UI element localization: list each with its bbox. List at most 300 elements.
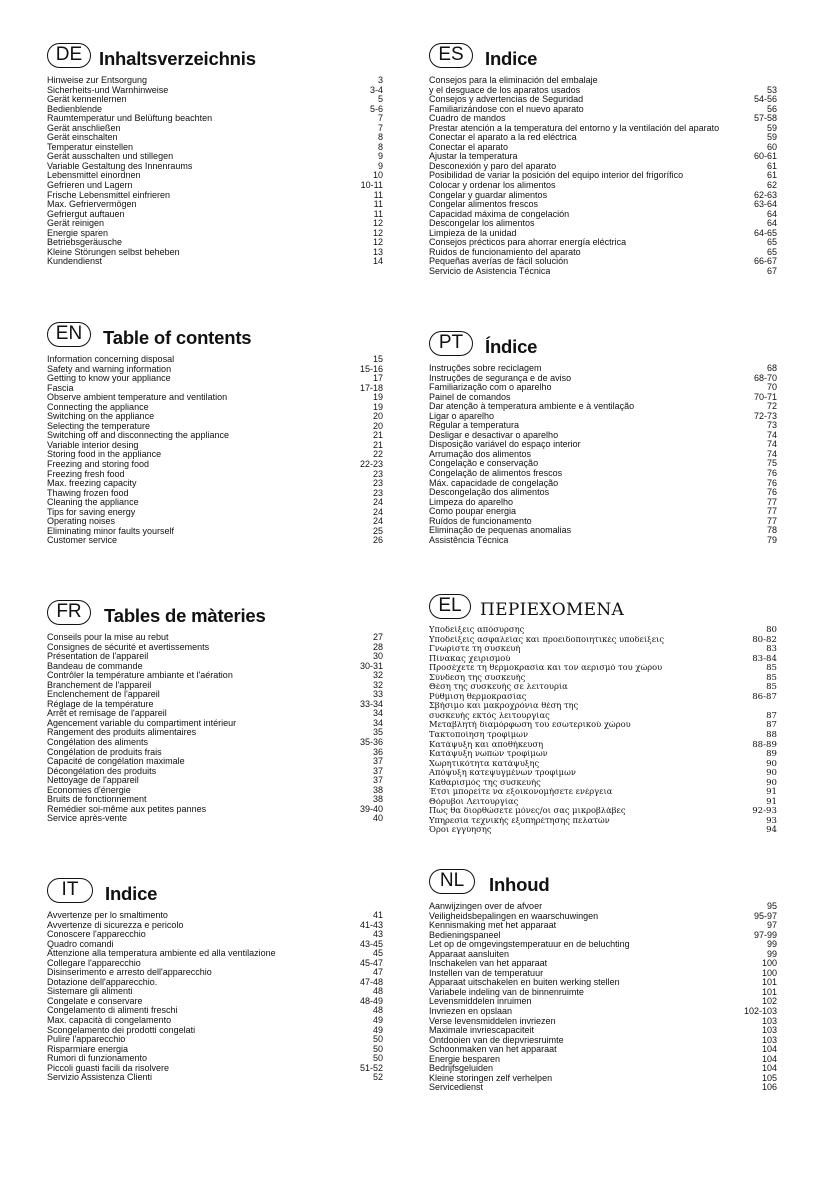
toc-entry-page: 33 xyxy=(372,689,383,700)
toc-entry-page: 101 xyxy=(761,977,777,988)
toc-entry-page: 61 xyxy=(766,170,777,181)
toc-entry-page: 32 xyxy=(372,670,383,681)
toc-entry-title: Enclenchement de l'appareil xyxy=(47,690,160,700)
toc-entry xyxy=(429,1017,777,1027)
toc-entry-page: 74 xyxy=(766,439,777,450)
toc-entry-title: Inschakelen van het apparaat xyxy=(429,959,548,969)
toc-entry-title: Safety and warning information xyxy=(47,364,172,374)
toc-entry xyxy=(429,238,777,248)
toc-entry-page: 13 xyxy=(372,246,383,257)
toc-entry-title: Consejos précticos para ahorrar energía eléctrica xyxy=(429,238,627,248)
section-title: Indice xyxy=(485,48,538,69)
toc-entry xyxy=(47,374,383,384)
toc-entry-title: Servicio de Asistencia Técnica xyxy=(429,266,551,276)
toc-entry xyxy=(429,731,777,741)
toc-entry xyxy=(429,712,777,722)
toc-entry-page: 50 xyxy=(372,1043,383,1054)
section-header xyxy=(429,869,777,899)
toc-entry xyxy=(429,517,777,527)
toc-entry-title: Freezing and storing food xyxy=(47,460,150,470)
toc-entry-title: Ruídos de funcionamento xyxy=(429,516,532,526)
toc-entry xyxy=(429,779,777,789)
toc-list xyxy=(429,902,777,1093)
section-header xyxy=(47,878,383,908)
toc-entry-title: Pulire l'apparecchio xyxy=(47,1035,126,1045)
toc-entry-title: Thawing frozen food xyxy=(47,488,129,498)
toc-entry-page: 78 xyxy=(766,525,777,536)
toc-entry-page: 17 xyxy=(372,373,383,384)
toc-entry xyxy=(429,536,777,546)
toc-entry xyxy=(47,143,383,153)
toc-entry-page: 60-61 xyxy=(753,151,777,162)
toc-entry-title: Congélation de produits frais xyxy=(47,747,162,757)
toc-entry xyxy=(47,393,383,403)
toc-entry-page: 12 xyxy=(372,237,383,248)
toc-entry xyxy=(429,364,777,374)
toc-entry xyxy=(47,210,383,220)
toc-entry-title: Instruções sobre reciclagem xyxy=(429,364,542,373)
toc-entry xyxy=(47,940,383,950)
toc-entry-title: Avvertenze di sicurezza e pericolo xyxy=(47,920,184,930)
toc-entry xyxy=(429,721,777,731)
toc-entry-title: Gerät kennenlernen xyxy=(47,95,127,105)
toc-entry-page: 88 xyxy=(766,730,777,741)
toc-entry xyxy=(47,171,383,181)
toc-entry-page: 103 xyxy=(761,1025,777,1036)
toc-entry xyxy=(429,431,777,441)
toc-section-pt xyxy=(429,331,777,545)
toc-entry-page: 49 xyxy=(372,1015,383,1026)
toc-entry-page: 35 xyxy=(372,727,383,738)
toc-entry xyxy=(429,191,777,201)
toc-entry xyxy=(429,1026,777,1036)
toc-entry xyxy=(47,219,383,229)
toc-entry xyxy=(429,162,777,172)
toc-entry-title: Bruits de fonctionnement xyxy=(47,795,147,805)
toc-entry xyxy=(429,133,777,143)
toc-entry-title: Bandeau de commande xyxy=(47,661,143,671)
toc-entry-title: Max. Gefriervermögen xyxy=(47,200,137,210)
toc-entry xyxy=(47,1073,383,1083)
toc-entry-page: 68-70 xyxy=(753,372,777,383)
toc-entry xyxy=(429,248,777,258)
toc-entry-title: Branchement de l'appareil xyxy=(47,680,152,690)
toc-entry-page: 105 xyxy=(761,1072,777,1083)
toc-entry-page: 41-43 xyxy=(359,919,383,930)
language-badge: EN xyxy=(47,322,91,347)
toc-entry-title: Réglage de la température xyxy=(47,699,154,709)
toc-entry-page: 91 xyxy=(766,787,777,798)
toc-entry-title: Bedienblende xyxy=(47,104,103,114)
toc-entry-title: Let op de omgevingstemperatuur en de beluchting xyxy=(429,940,630,950)
toc-entry xyxy=(429,664,777,674)
toc-entry xyxy=(47,921,383,931)
toc-entry-page: 39-40 xyxy=(359,803,383,814)
toc-entry-page: 30-31 xyxy=(359,660,383,671)
toc-entry xyxy=(47,728,383,738)
toc-entry xyxy=(429,105,777,115)
toc-list xyxy=(47,911,383,1083)
toc-entry-title: Fascia xyxy=(47,383,74,393)
toc-entry-title: Schoonmaken van het apparaat xyxy=(429,1045,557,1055)
toc-entry xyxy=(429,267,777,277)
toc-entry xyxy=(429,807,777,817)
toc-entry xyxy=(429,488,777,498)
toc-entry-title: Observe ambient temperature and ventilation xyxy=(47,393,228,403)
toc-entry-title: Piccoli guasti facili da risolvere xyxy=(47,1063,170,1073)
toc-entry-title: Θέση της συσκευής σε λειτουρία xyxy=(429,683,568,693)
toc-entry-page: 34 xyxy=(372,708,383,719)
toc-entry-title: Risparmiare energia xyxy=(47,1044,129,1054)
toc-entry-page: 25 xyxy=(372,525,383,536)
toc-entry-page: 27 xyxy=(372,632,383,642)
toc-entry xyxy=(429,171,777,181)
toc-entry-title: Apparaat aansluiten xyxy=(429,949,510,959)
toc-entry-page: 87 xyxy=(766,720,777,731)
toc-entry-page: 48 xyxy=(372,1005,383,1016)
toc-entry-page: 15-16 xyxy=(359,363,383,374)
toc-entry xyxy=(47,1035,383,1045)
toc-entry-title: Instruções de segurança e de aviso xyxy=(429,373,572,383)
toc-entry-page: 79 xyxy=(766,534,777,545)
toc-entry xyxy=(429,402,777,412)
toc-entry xyxy=(429,1064,777,1074)
toc-entry-title: Προσέχετε τη θερμοκρασία και τον αερισμό του χώρου xyxy=(429,664,663,674)
toc-entry-page: 74 xyxy=(766,448,777,459)
toc-entry xyxy=(47,76,383,86)
toc-entry-page: 72 xyxy=(766,401,777,412)
toc-entry xyxy=(429,798,777,808)
toc-entry-page: 22-23 xyxy=(359,459,383,470)
toc-entry-page: 60 xyxy=(766,141,777,152)
toc-entry xyxy=(429,760,777,770)
toc-entry xyxy=(429,988,777,998)
toc-entry-title: Economies d'énergie xyxy=(47,785,131,795)
toc-entry xyxy=(429,769,777,779)
toc-entry xyxy=(47,403,383,413)
section-header xyxy=(429,331,777,361)
toc-entry-page: 10 xyxy=(372,170,383,181)
toc-entry xyxy=(47,536,383,546)
toc-entry-title: Congelar alimentos frescos xyxy=(429,200,539,210)
toc-entry xyxy=(47,191,383,201)
toc-entry xyxy=(429,76,777,86)
toc-entry-title: Frische Lebensmittel einfrieren xyxy=(47,190,171,200)
toc-entry-title: Bedrijfsgeluiden xyxy=(429,1064,494,1074)
toc-entry-title: Selecting the temperature xyxy=(47,421,151,431)
toc-entry xyxy=(47,95,383,105)
toc-entry-page: 89 xyxy=(766,749,777,760)
toc-entry-title: Variabele indeling van de binnenruimte xyxy=(429,987,584,997)
toc-entry-title: Eliminating minor faults yourself xyxy=(47,526,175,536)
toc-entry-page: 23 xyxy=(372,487,383,498)
toc-entry xyxy=(47,1064,383,1074)
toc-entry-page: 99 xyxy=(766,939,777,950)
toc-entry-title: Πως θα διορθώσετε μόνες/οι σας μικροβλάβες xyxy=(429,807,626,817)
toc-entry xyxy=(47,997,383,1007)
section-title: Indice xyxy=(105,883,158,904)
section-header xyxy=(47,322,383,352)
toc-entry-page: 19 xyxy=(372,401,383,412)
toc-entry-page: 28 xyxy=(372,641,383,652)
toc-entry-title: Capacité de congélation maximale xyxy=(47,757,185,767)
toc-entry-page: 48-49 xyxy=(359,995,383,1006)
toc-list xyxy=(429,76,777,276)
toc-entry-page: 7 xyxy=(377,122,383,133)
toc-entry-page: 104 xyxy=(761,1044,777,1055)
toc-entry-page: 83 xyxy=(766,644,777,655)
toc-entry-title: Capacidad máxima de congelación xyxy=(429,209,570,219)
toc-entry-page: 62 xyxy=(766,180,777,191)
toc-entry xyxy=(429,450,777,460)
toc-entry-page: 3-4 xyxy=(369,84,383,95)
toc-entry xyxy=(47,527,383,537)
toc-entry-title: Congélation des aliments xyxy=(47,738,149,748)
toc-entry xyxy=(429,788,777,798)
toc-entry xyxy=(47,930,383,940)
toc-entry-title: Έτσι μπορείτε να εξοικονομήσετε ενέργεια xyxy=(429,788,613,798)
toc-entry xyxy=(429,200,777,210)
toc-entry xyxy=(429,479,777,489)
toc-entry-page: 7 xyxy=(377,113,383,124)
toc-entry-page: 45 xyxy=(372,948,383,959)
toc-entry xyxy=(47,700,383,710)
toc-entry xyxy=(47,968,383,978)
toc-entry-page: 90 xyxy=(766,777,777,788)
toc-entry-title: Desconexión y paro del aparato xyxy=(429,161,557,171)
language-badge: FR xyxy=(47,600,91,625)
toc-entry-page: 11 xyxy=(373,199,383,210)
toc-entry xyxy=(429,636,777,646)
toc-entry-page: 64 xyxy=(766,218,777,229)
toc-entry-page: 102 xyxy=(761,996,777,1007)
toc-entry-title: Servizio Assistenza Clienti xyxy=(47,1073,153,1083)
toc-entry-page: 85 xyxy=(766,682,777,693)
toc-entry-page: 21 xyxy=(372,439,383,450)
toc-entry-title: Σβήσιμο και μακροχρόνια θέση της xyxy=(429,702,579,712)
toc-entry-page: 64-65 xyxy=(753,227,777,238)
toc-entry xyxy=(47,795,383,805)
toc-entry xyxy=(47,978,383,988)
toc-entry xyxy=(47,450,383,460)
toc-entry-page: 37 xyxy=(372,775,383,786)
toc-entry-page: 56 xyxy=(766,103,777,114)
toc-entry xyxy=(47,643,383,653)
toc-entry-page: 41 xyxy=(372,910,383,920)
toc-entry xyxy=(429,383,777,393)
toc-entry xyxy=(47,517,383,527)
toc-entry-page: 49 xyxy=(372,1024,383,1035)
toc-section-nl xyxy=(429,869,777,1093)
toc-entry-page: 67 xyxy=(766,265,777,276)
toc-entry-title: Σύνδεση της συσκευής xyxy=(429,673,526,683)
toc-entry-title: Χωρητικότητα κατάψυξης xyxy=(429,759,540,769)
toc-entry xyxy=(429,86,777,96)
toc-entry-title: Μεταβλητή διαμόρφωση του εσωτερικού χώρου xyxy=(429,721,631,731)
toc-entry-page: 37 xyxy=(372,765,383,776)
toc-entry-title: Maximale invriescapaciteit xyxy=(429,1026,535,1036)
toc-entry xyxy=(47,238,383,248)
toc-entry-title: Instellen van de temperatuur xyxy=(429,968,544,978)
toc-entry xyxy=(429,1083,777,1093)
toc-entry xyxy=(429,1045,777,1055)
toc-entry-title: Attenzione alla temperatura ambiente ed alla ventilazione xyxy=(47,949,276,959)
toc-entry-page: 59 xyxy=(766,132,777,143)
toc-entry-page: 76 xyxy=(766,477,777,488)
toc-entry xyxy=(429,702,777,712)
toc-entry-page: 75 xyxy=(766,458,777,469)
toc-entry-page: 104 xyxy=(761,1053,777,1064)
toc-entry-title: Congelate e conservare xyxy=(47,996,143,1006)
toc-entry-title: Κατάψυξη νωπών τροφίμων xyxy=(429,750,548,760)
toc-entry-page: 72-73 xyxy=(753,410,777,421)
toc-entry-title: Απόψυξη κατεψυγμένων τροφίμων xyxy=(429,769,576,779)
toc-entry xyxy=(429,969,777,979)
toc-entry-page: 30 xyxy=(372,651,383,662)
toc-entry-title: Como poupar energia xyxy=(429,507,517,517)
section-header xyxy=(47,43,383,73)
toc-entry-title: Décongélation des produits xyxy=(47,766,157,776)
section-title: Inhaltsverzeichnis xyxy=(99,48,256,69)
toc-entry-title: Aanwijzingen over de afvoer xyxy=(429,902,543,911)
toc-entry-title: Arrêt et remisage de l'appareil xyxy=(47,709,167,719)
toc-entry-page: 50 xyxy=(372,1034,383,1045)
toc-entry xyxy=(429,750,777,760)
toc-entry-title: Ontdooien van de diepvriesruimte xyxy=(429,1035,564,1045)
toc-section-fr xyxy=(47,600,383,824)
toc-entry xyxy=(47,633,383,643)
toc-entry xyxy=(429,655,777,665)
toc-entry xyxy=(429,921,777,931)
toc-entry-title: Variable Gestaltung des Innenraums xyxy=(47,161,193,171)
toc-entry-title: Verse levensmiddelen invriezen xyxy=(429,1016,556,1026)
toc-entry xyxy=(47,431,383,441)
toc-entry-title: Gerät einschalten xyxy=(47,133,118,143)
toc-entry xyxy=(47,767,383,777)
toc-entry xyxy=(47,709,383,719)
toc-entry-title: Regular a temperatura xyxy=(429,421,520,431)
toc-entry-title: Máx. capacidade de congelação xyxy=(429,478,559,488)
toc-entry xyxy=(47,681,383,691)
toc-entry-title: Sistemare gli alimenti xyxy=(47,987,133,997)
toc-entry-page: 93 xyxy=(766,815,777,826)
toc-entry-title: Υποδείξεις ασφαλείας και προειδοποιητικές υποδείξεις xyxy=(429,635,664,645)
toc-entry-page: 24 xyxy=(372,516,383,527)
toc-entry xyxy=(47,441,383,451)
toc-entry xyxy=(47,959,383,969)
toc-entry-title: Tips for saving energy xyxy=(47,507,136,517)
toc-entry xyxy=(429,1007,777,1017)
toc-entry-page: 80-82 xyxy=(752,634,777,645)
toc-entry xyxy=(47,412,383,422)
toc-entry-page: 9 xyxy=(377,160,383,171)
toc-entry-title: Agencement variable du compartiment intérieur xyxy=(47,718,237,728)
toc-entry-page: 61 xyxy=(766,160,777,171)
toc-entry-title: Présentation de l'appareil xyxy=(47,652,149,662)
toc-entry-title: Posibilidad de variar la posición del equipo interior del frigorífico xyxy=(429,171,684,181)
toc-entry xyxy=(47,498,383,508)
toc-section-de xyxy=(47,43,383,267)
toc-entry-page: 32 xyxy=(372,679,383,690)
toc-entry-page: 63-64 xyxy=(753,199,777,210)
toc-entry xyxy=(47,786,383,796)
toc-entry-title: Bedieningspaneel xyxy=(429,930,501,940)
toc-entry xyxy=(429,626,777,636)
toc-entry-title: Avvertenze per lo smaltimento xyxy=(47,911,168,920)
toc-entry xyxy=(429,219,777,229)
toc-entry-title: Veiligheidsbepalingen en waarschuwingen xyxy=(429,911,599,921)
toc-entry-title: Υποδείξεις απόσυρσης xyxy=(429,626,525,635)
toc-entry-page: 104 xyxy=(761,1063,777,1074)
toc-entry-page: 43-45 xyxy=(359,938,383,949)
toc-entry-title: Limpeza do aparelho xyxy=(429,497,514,507)
toc-entry-title: Consejos para la eliminación del embalaje xyxy=(429,76,598,85)
toc-entry-title: Disposição variável do espaço interior xyxy=(429,440,581,450)
toc-entry xyxy=(47,257,383,267)
toc-entry xyxy=(47,662,383,672)
toc-entry-title: Max. capacità di congelamento xyxy=(47,1016,172,1026)
toc-entry xyxy=(47,489,383,499)
toc-entry xyxy=(429,95,777,105)
toc-entry-title: Rangement des produits alimentaires xyxy=(47,728,197,738)
toc-entry-page: 73 xyxy=(766,420,777,431)
toc-list xyxy=(429,626,777,836)
toc-entry-title: Υπηρεσία τεχνικής εξυπηρέτησης πελατών xyxy=(429,816,610,826)
toc-entry-page: 95 xyxy=(766,901,777,911)
language-badge: EL xyxy=(429,594,471,619)
toc-entry-title: Scongelamento dei prodotti congelati xyxy=(47,1025,196,1035)
toc-entry-title: Consejos y advertencias de Seguridad xyxy=(429,95,584,105)
toc-entry-page: 101 xyxy=(761,986,777,997)
toc-entry-page: 99 xyxy=(766,948,777,959)
toc-entry-page: 8 xyxy=(377,132,383,143)
toc-entry-title: Apparaat uitschakelen en buiten werking stellen xyxy=(429,978,620,988)
toc-entry-title: Πίνακας χειρισμού xyxy=(429,654,511,664)
toc-entry-title: Descongelação dos alimentos xyxy=(429,488,550,498)
toc-entry-title: Kleine storingen zelf verhelpen xyxy=(429,1073,553,1083)
toc-entry-title: Raumtemperatur und Belüftung beachten xyxy=(47,114,213,124)
toc-entry xyxy=(429,257,777,267)
toc-entry xyxy=(429,950,777,960)
section-title: Índice xyxy=(485,336,538,357)
toc-entry xyxy=(47,152,383,162)
toc-entry-title: Connecting the appliance xyxy=(47,402,149,412)
language-badge: ES xyxy=(429,43,473,68)
toc-entry-title: Hinweise zur Entsorgung xyxy=(47,76,148,85)
toc-entry-title: Kleine Störungen selbst beheben xyxy=(47,247,180,257)
toc-entry xyxy=(429,374,777,384)
toc-entry-title: Familiarização com o aparelho xyxy=(429,383,552,393)
toc-entry xyxy=(429,181,777,191)
toc-entry xyxy=(47,776,383,786)
toc-entry-page: 12 xyxy=(372,227,383,238)
toc-entry xyxy=(47,508,383,518)
toc-entry-page: 59 xyxy=(766,122,777,133)
toc-entry xyxy=(429,912,777,922)
toc-entry-title: Information concerning disposal xyxy=(47,355,175,364)
toc-entry-page: 52 xyxy=(372,1072,383,1083)
toc-entry-page: 74 xyxy=(766,429,777,440)
toc-entry xyxy=(47,133,383,143)
toc-entry-title: Gefrieren und Lagern xyxy=(47,181,133,191)
toc-list xyxy=(47,355,383,546)
toc-entry-page: 43 xyxy=(372,929,383,940)
toc-entry xyxy=(429,229,777,239)
toc-entry-page: 66-67 xyxy=(753,256,777,267)
toc-entry-page: 11 xyxy=(373,208,383,219)
section-title: Inhoud xyxy=(489,874,550,895)
toc-entry xyxy=(429,693,777,703)
